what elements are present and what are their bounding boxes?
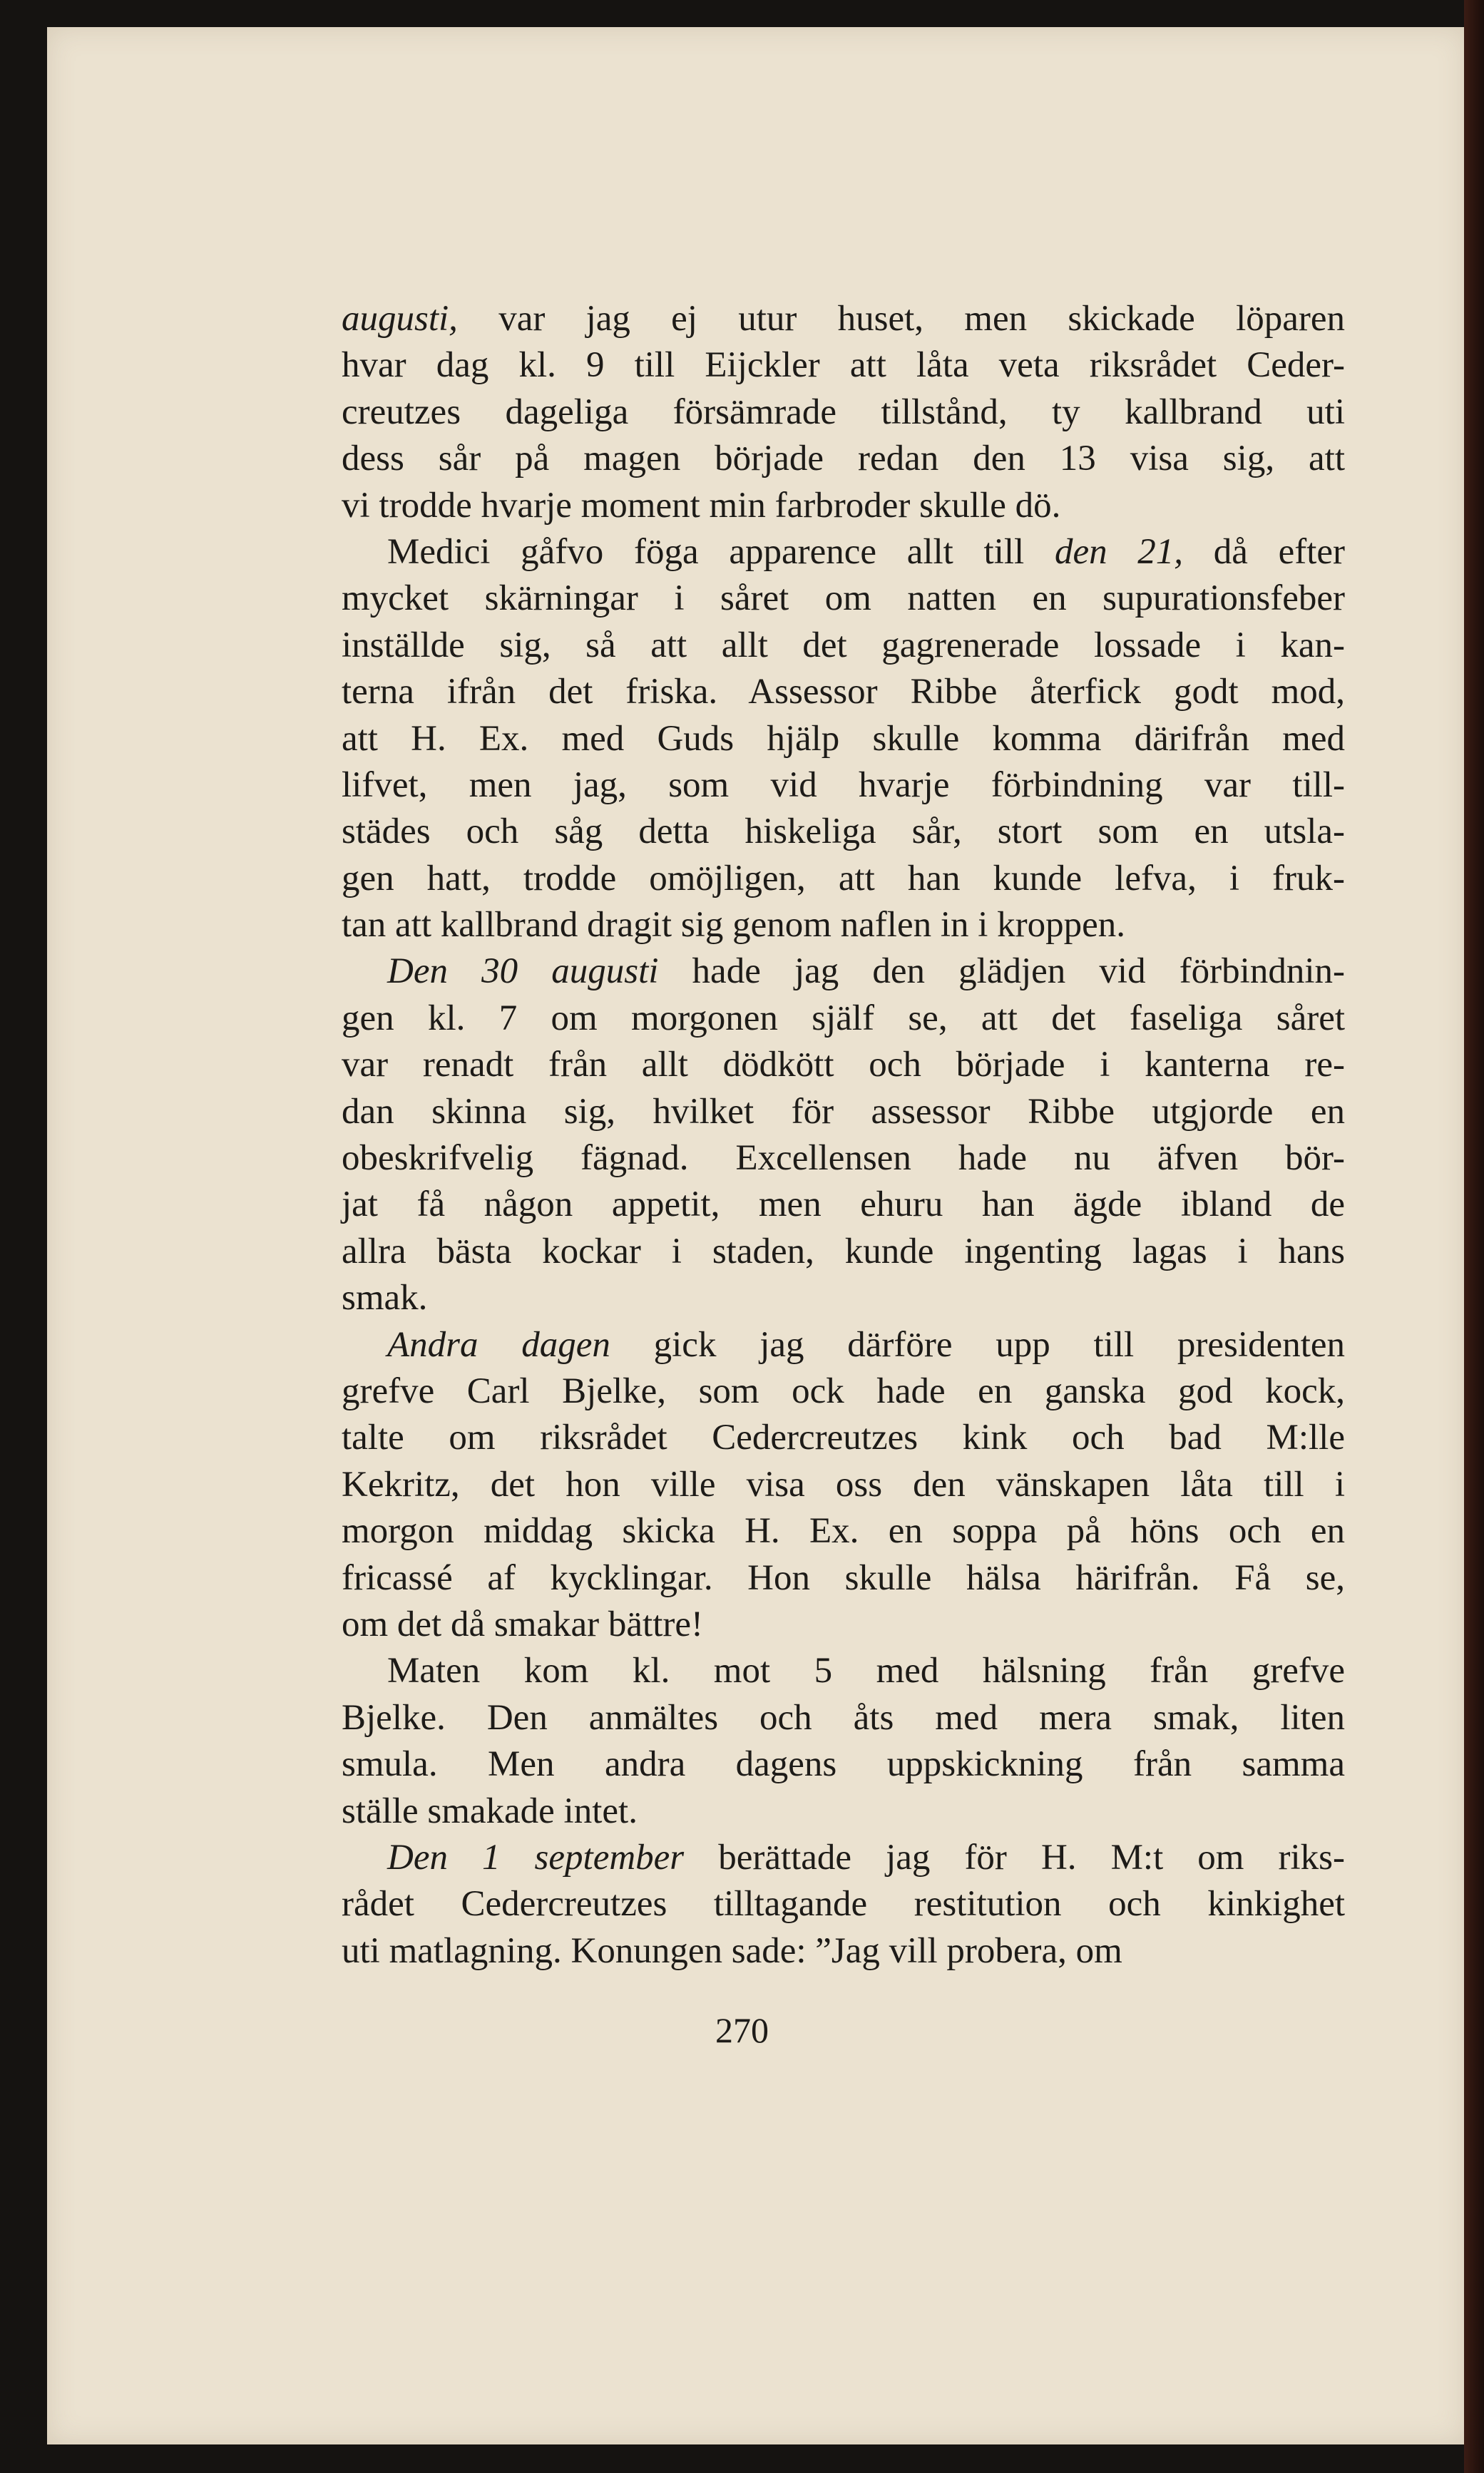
text-segment: att H. Ex. med Guds hjälp skulle komma därifrån med [342, 718, 1345, 759]
text-line [342, 669, 1345, 715]
text-segment: lifvet, men jag, som vid hvarje förbindning var till- [342, 764, 1345, 805]
text-segment: Kekritz, det hon ville visa oss den vänskapen låta till i [342, 1464, 1345, 1505]
text-segment: smula. Men andra dagens uppskickning från samma [342, 1744, 1345, 1785]
text-line [342, 1229, 1345, 1275]
text-segment: allra bästa kockar i staden, kunde ingenting lagas i hans [342, 1231, 1345, 1271]
text-segment: berättade jag för H. M:t om riks- [684, 1837, 1345, 1878]
text-line [342, 1089, 1345, 1135]
text-line [342, 1835, 1345, 1881]
text-segment: då efter [1183, 531, 1346, 572]
text-segment: jat få någon appetit, men ehuru han ägde ibland de [342, 1184, 1345, 1225]
text-line [342, 1555, 1345, 1602]
page-number: 270 [715, 2010, 769, 2050]
text-segment: hvar dag kl. 9 till Eijckler att låta veta riksrådet Ceder- [342, 345, 1345, 386]
text-line [342, 1415, 1345, 1461]
italic-text: Den 1 september [387, 1837, 685, 1878]
text-line [342, 1648, 1345, 1694]
text-line [342, 1602, 1345, 1648]
text-segment: fricassé af kycklingar. Hon skulle hälsa härifrån. Få se, [342, 1557, 1345, 1598]
text-line [342, 1042, 1345, 1088]
text-line [342, 762, 1345, 809]
italic-text: augusti, [342, 299, 458, 339]
text-line [342, 623, 1345, 669]
text-segment: morgon middag skicka H. Ex. en soppa på höns och en [342, 1511, 1345, 1552]
text-line [342, 1881, 1345, 1927]
text-segment: rådet Cedercreutzes tilltagande restitution och kinkighet [342, 1884, 1345, 1925]
text-line [342, 902, 1345, 948]
text-line [342, 529, 1345, 575]
text-line [342, 1788, 1345, 1835]
text-segment: Bjelke. Den anmältes och åts med mera smak, liten [342, 1697, 1345, 1738]
text-segment: tan att kallbrand dragit sig genom naflen in i kroppen. [342, 905, 1126, 946]
text-line [342, 1741, 1345, 1788]
text-line [342, 483, 1345, 529]
text-line [342, 1182, 1345, 1228]
italic-text: den 21, [1054, 531, 1184, 572]
text-segment: hade jag den glädjen vid förbindnin- [658, 951, 1345, 992]
text-line [342, 1508, 1345, 1555]
text-line [342, 716, 1345, 762]
text-line [342, 389, 1345, 436]
text-segment: terna ifrån det friska. Assessor Ribbe återfick godt mod, [342, 672, 1345, 712]
text-segment: Maten kom kl. mot 5 med hälsning från grefve [387, 1651, 1345, 1691]
text-line [342, 342, 1345, 389]
text-segment: var jag ej utur huset, men skickade löparen [457, 299, 1345, 339]
text-segment: creutzes dageliga försämrade tillstånd, ty kallbrand uti [342, 391, 1345, 432]
text-segment: gen hatt, trodde omöjligen, att han kunde lefva, i fruk- [342, 858, 1345, 898]
text-line [342, 1275, 1345, 1321]
text-line [342, 809, 1345, 855]
text-line [342, 1462, 1345, 1508]
text-segment: smak. [342, 1278, 428, 1319]
text-line [342, 856, 1345, 902]
text-segment: Medici gåfvo föga apparence allt till [387, 531, 1055, 572]
text-segment: städes och såg detta hiskeliga sår, stort som en utsla- [342, 811, 1345, 852]
text-line [342, 948, 1345, 995]
text-segment: var renadt från allt dödkött och började i kanterna re- [342, 1045, 1345, 1085]
italic-text: Den 30 augusti [387, 951, 659, 992]
text-segment: dess sår på magen började redan den 13 visa sig, att [342, 439, 1345, 479]
text-segment: ställe smakade intet. [342, 1791, 638, 1831]
book-edge [1464, 0, 1484, 2473]
text-segment: talte om riksrådet Cedercreutzes kink och bad M:lle [342, 1418, 1345, 1458]
text-line [342, 1135, 1345, 1182]
text-segment: dan skinna sig, hvilket för assessor Ribbe utgjorde en [342, 1091, 1345, 1132]
body-text [342, 296, 1345, 1975]
text-line [342, 575, 1345, 622]
text-line [342, 436, 1345, 482]
text-line [342, 1368, 1345, 1415]
text-line [342, 1928, 1345, 1975]
text-segment: inställde sig, så att allt det gagrenerade lossade i kan- [342, 625, 1345, 665]
text-segment: om det då smakar bättre! [342, 1604, 703, 1644]
text-segment: obeskrifvelig fägnad. Excellensen hade nu äfven bör- [342, 1138, 1345, 1179]
text-segment: uti matlagning. Konungen sade: ”Jag vill probera, om [342, 1930, 1122, 1971]
text-segment: vi trodde hvarje moment min farbroder skulle dö. [342, 485, 1061, 526]
text-segment: mycket skärningar i såret om natten en supurationsfeber [342, 578, 1345, 619]
text-line [342, 1322, 1345, 1368]
text-segment: grefve Carl Bjelke, som ock hade en ganska god kock, [342, 1371, 1345, 1411]
text-line [342, 296, 1345, 342]
italic-text: Andra dagen [387, 1324, 610, 1365]
text-segment: gick jag därföre upp till presidenten [610, 1324, 1345, 1365]
text-line [342, 995, 1345, 1042]
text-segment: gen kl. 7 om morgonen själf se, att det faseliga såret [342, 998, 1345, 1038]
text-line [342, 1695, 1345, 1741]
